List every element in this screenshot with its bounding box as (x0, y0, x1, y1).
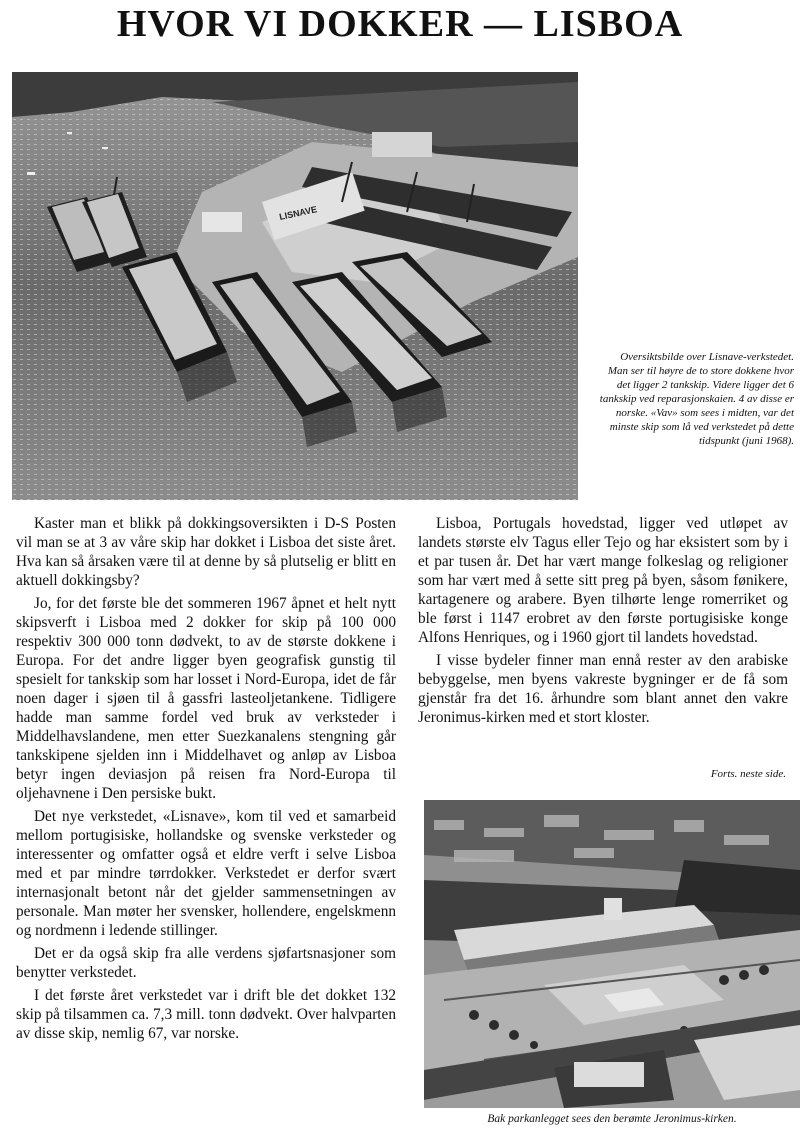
lisnave-sign: LISNAVE (278, 204, 318, 222)
article-right-column (418, 514, 788, 731)
article-paragraph: I visse bydeler finner man ennå rester av den arabiske bebyggelse, men byens vakreste bygninger er de få som gjenstår fra det 16. århundre som blant annet den vakre Jeronimus-kirken med et stort kloster. (418, 652, 788, 726)
article-paragraph: Det nye verkstedet, «Lisnave», kom til ved et samarbeid mellom portugisiske, hollandske og svenske verksteder og interessenter og omfatter også et eldre verft i selve Lisboa med et par mindre tørrdokker. Verkstedet er derfor svært internasjonalt betont når det gjelder sammensetningen av personale. Man møter her svensker, hollendere, engelskmenn og nordmenn i ledende stillinger. (16, 808, 396, 939)
shipyard-aerial-photo (12, 72, 578, 500)
article-paragraph: I det første året verkstedet var i drift ble det dokket 132 skip på tilsammen ca. 7,3 mill. tonn dødvekt. Over halvparten av disse skip, nemlig 67, var norske. (16, 987, 396, 1042)
article-paragraph: Lisboa, Portugals hovedstad, ligger ved utløpet av landets største elv Tagus eller Tejo og har eksistert som by i et par tusen år. Det har vært mange folkeslag og religioner som har vært med å sette sitt preg på byen, såsom fønikere, kartagenere og arabere. Byen tilhørte lenge romerriket og ble først i 1147 erobret av den første portugisiske konge Alfons Henriques, og i 1960 gjort til landets hovedstad. (418, 515, 788, 646)
jeronimus-park-photo (424, 800, 800, 1108)
article-paragraph: Kaster man et blikk på dokkingsoversikten i D-S Posten vil man se at 3 av våre skip har dokket i Lisboa det siste året. Hva kan så årsaken være til at denne by så plutselig er blitt en aktuell dokkingsby? (16, 515, 396, 589)
article-left-column (16, 514, 396, 1047)
continued-note: Forts. neste side. (710, 768, 786, 780)
bottom-photo-caption: Bak parkanlegget sees den berømte Jeronimus-kirken. (487, 1113, 737, 1125)
page-title: HVOR VI DOKKER — LISBOA (116, 3, 684, 45)
article-paragraph: Det er da også skip fra alle verdens sjøfartsnasjoner som benytter verkstedet. (16, 945, 396, 981)
top-photo-caption: Oversiktsbilde over Lisnave-verkstedet. Man ser til høyre de to store dokkene hvor det ligger 2 tankskip. Videre ligger det 6 tankskip ved reparasjonskaien. 4 av disse er norske. «Vav» som sees i midten, var det minste skip som lå ved verkstedet på dette tidspunkt (juni 1968). (599, 351, 794, 447)
article-paragraph: Jo, for det første ble det sommeren 1967 åpnet et helt nytt skipsverft i Lisboa med 2 dokker for skip på 100 000 respektiv 300 000 tonn dødvekt, to av de største dokkene i Europa. For det andre ligger byen geografisk gunstig til spesielt for tankskip som har losset i Nord-Europa, idet de får noen dager i sjøen til å gassfri lasteoljetankene. Tidligere hadde man samme fordel ved bruk av verksteder i Middelhavslandene, men etter Suezkanalens stengning går tankskipene sjelden inn i Middelhavet og anløp av Lisboa betyr ingen deviasjon på reisen fra Nord-Europa til oljehavnene i Den persiske bukt. (16, 595, 396, 802)
